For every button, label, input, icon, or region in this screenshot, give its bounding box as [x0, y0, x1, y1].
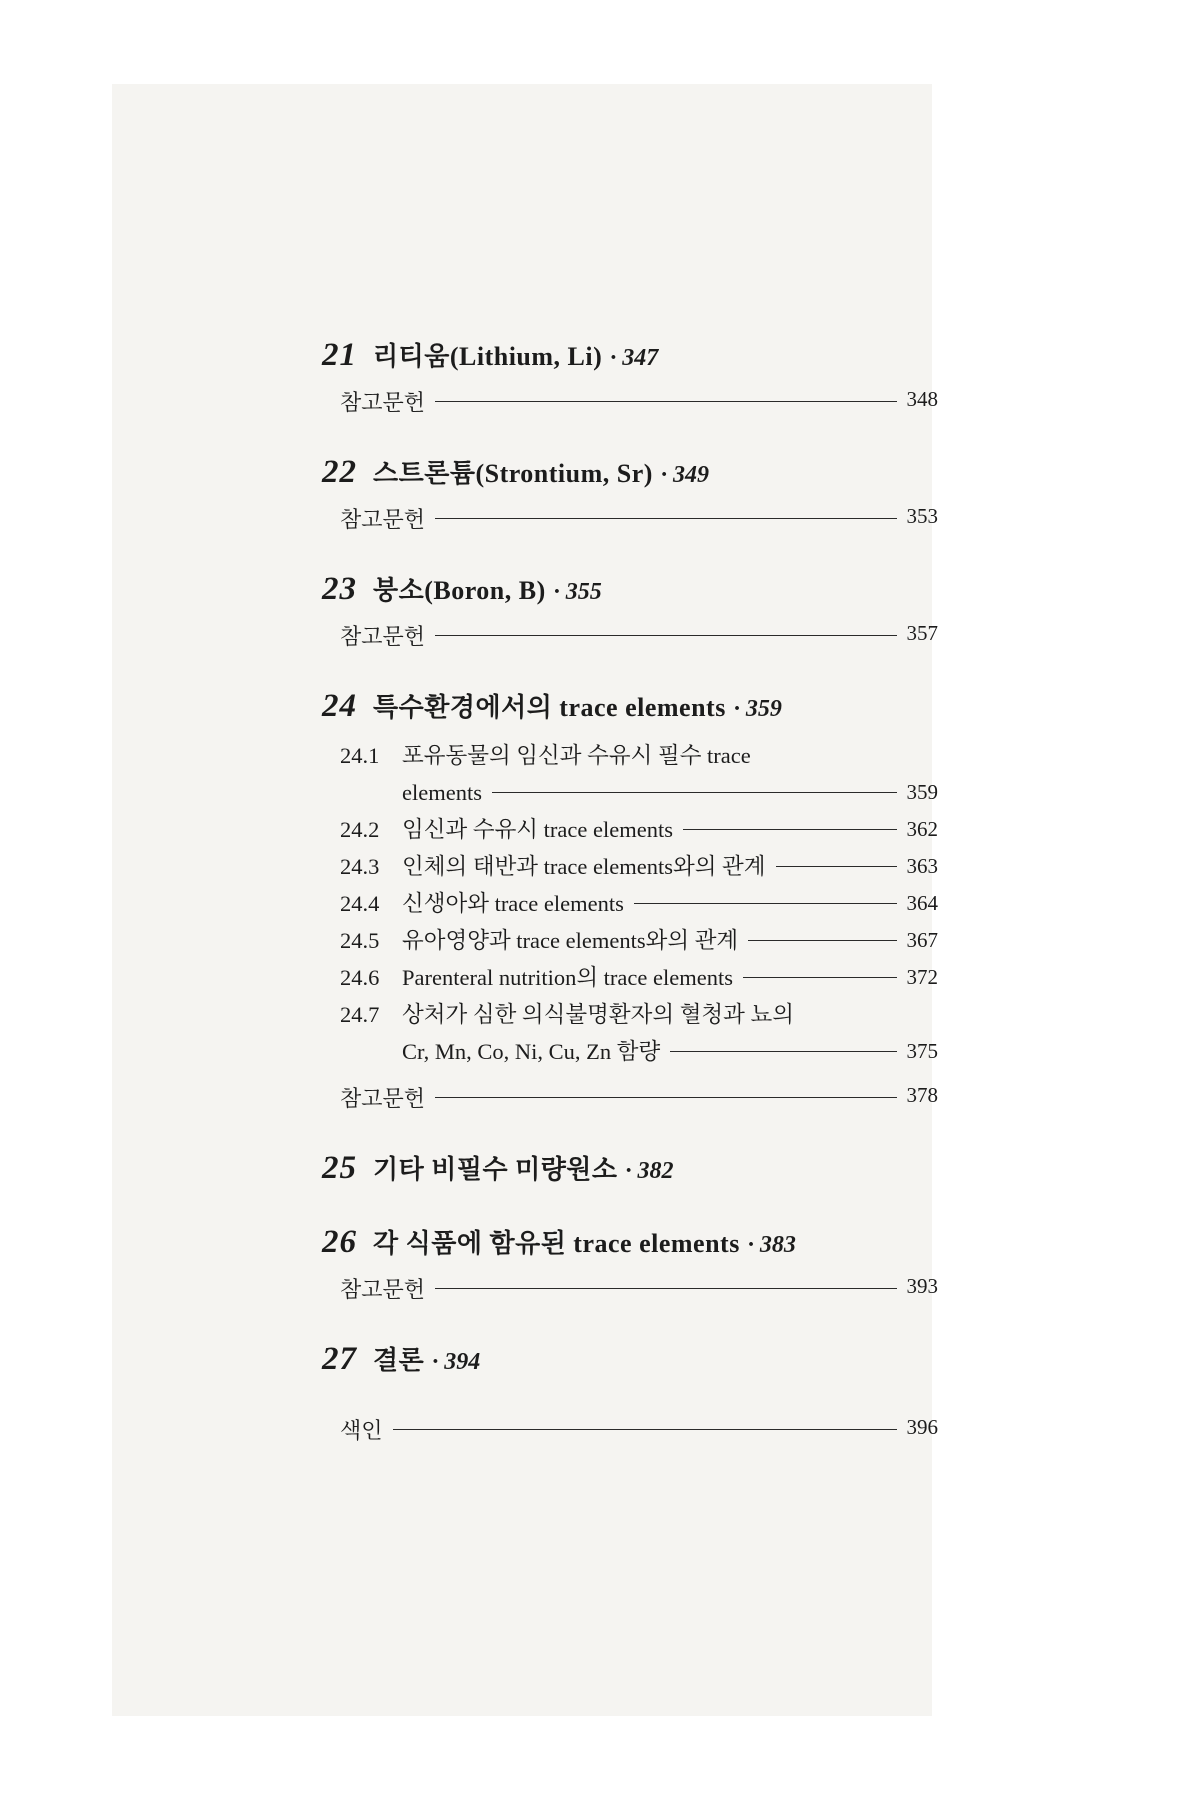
chapter-title: 각 식품에 함유된 trace elements: [373, 1229, 740, 1258]
section-page-number: 364: [906, 891, 938, 915]
section-title: 인체의 태반과 trace elements와의 관계: [402, 854, 766, 879]
leader-line: [435, 1097, 896, 1098]
chapter-heading: [322, 687, 938, 725]
index-page-number: 396: [906, 1415, 938, 1439]
references-page-number: 357: [906, 621, 938, 645]
section-list: [340, 737, 938, 1070]
index-row: [340, 1414, 938, 1445]
references-label: 참고문헌: [340, 507, 426, 532]
references-row: [340, 1082, 938, 1113]
chapter-entry-23: [322, 570, 938, 651]
section-page-number: 372: [906, 965, 938, 989]
leader-line: [435, 518, 896, 519]
section-title-line1: 포유동물의 임신과 수유시 필수 trace: [402, 743, 751, 768]
section-row-continuation: [340, 774, 938, 811]
section-number: 24.7: [340, 1002, 380, 1027]
section-title-line2: elements: [402, 780, 482, 805]
section-row: [340, 959, 938, 996]
leader-line: [435, 401, 896, 402]
chapter-page-number: · 355: [553, 579, 602, 605]
section-page-number: 362: [906, 817, 938, 841]
references-row: [340, 503, 938, 534]
chapter-number: 26: [322, 1224, 357, 1260]
section-title: 유아영양과 trace elements와의 관계: [402, 928, 739, 953]
chapter-entry-22: [322, 453, 938, 534]
leader-line: [670, 1051, 896, 1052]
chapter-page-number: · 349: [660, 462, 709, 488]
section-title: Parenteral nutrition의 trace elements: [402, 965, 733, 990]
chapter-entry-27: [322, 1340, 938, 1378]
leader-line: [748, 940, 896, 941]
section-title-line2: Cr, Mn, Co, Ni, Cu, Zn 함량: [402, 1039, 661, 1064]
references-label: 참고문헌: [340, 624, 426, 649]
chapter-number: 27: [322, 1341, 357, 1377]
references-row: [340, 620, 938, 651]
section-page-number: 363: [906, 854, 938, 878]
leader-line: [634, 903, 897, 904]
chapter-number: 22: [322, 454, 357, 490]
section-number: 24.3: [340, 854, 380, 879]
chapter-number: 24: [322, 688, 357, 724]
leader-line: [683, 829, 897, 830]
section-row: [340, 922, 938, 959]
chapter-page-number: · 359: [733, 696, 782, 722]
chapter-title: 붕소(Boron, B): [373, 576, 546, 605]
chapter-heading: [322, 570, 938, 608]
leader-line: [776, 866, 897, 867]
chapter-number: 21: [322, 337, 357, 373]
chapter-title: 기타 비필수 미량원소: [373, 1155, 618, 1184]
scanned-book-page: [112, 84, 938, 1716]
section-number: 24.4: [340, 891, 380, 916]
section-row-continuation: [340, 1033, 938, 1070]
chapter-entry-21: [322, 336, 938, 417]
section-page-number: 367: [906, 928, 938, 952]
chapter-heading: [322, 1149, 938, 1187]
references-label: 참고문헌: [340, 1086, 426, 1111]
chapter-number: 25: [322, 1150, 357, 1186]
leader-line: [435, 635, 896, 636]
section-row: [340, 885, 938, 922]
references-row: [340, 386, 938, 417]
chapter-heading: [322, 453, 938, 491]
chapter-heading: [322, 336, 938, 374]
chapter-title: 특수환경에서의 trace elements: [373, 693, 726, 722]
chapter-title: 스트론튬(Strontium, Sr): [373, 459, 653, 488]
section-row: [340, 848, 938, 885]
chapter-page-number: · 394: [432, 1349, 481, 1375]
references-page-number: 378: [906, 1083, 938, 1107]
leader-line: [492, 792, 897, 793]
section-row: [340, 996, 938, 1033]
references-label: 참고문헌: [340, 390, 426, 415]
index-label: 색인: [340, 1418, 383, 1443]
chapter-heading: [322, 1340, 938, 1378]
section-number: 24.1: [340, 743, 380, 768]
leader-line: [393, 1429, 897, 1430]
section-page-number: 375: [906, 1039, 938, 1063]
section-number: 24.5: [340, 928, 380, 953]
leader-line: [435, 1288, 896, 1289]
section-title-line1: 상처가 심한 의식불명환자의 혈청과 뇨의: [402, 1002, 794, 1027]
chapter-title: 리티움(Lithium, Li): [373, 342, 603, 371]
leader-line: [743, 977, 897, 978]
section-page-number: 359: [906, 780, 938, 804]
chapter-entry-25: [322, 1149, 938, 1187]
references-page-number: 348: [906, 387, 938, 411]
section-title: 임신과 수유시 trace elements: [402, 817, 673, 842]
section-row: [340, 737, 938, 774]
references-page-number: 353: [906, 504, 938, 528]
chapter-heading: [322, 1223, 938, 1261]
chapter-page-number: · 347: [610, 345, 659, 371]
chapter-entry-24: [322, 687, 938, 1113]
section-number: 24.6: [340, 965, 380, 990]
table-of-contents: [322, 336, 938, 1445]
section-number: 24.2: [340, 817, 380, 842]
references-row: [340, 1273, 938, 1304]
references-label: 참고문헌: [340, 1277, 426, 1302]
chapter-number: 23: [322, 571, 357, 607]
section-title: 신생아와 trace elements: [402, 891, 624, 916]
chapter-entry-26: [322, 1223, 938, 1304]
chapter-page-number: · 382: [625, 1158, 674, 1184]
references-page-number: 393: [906, 1274, 938, 1298]
section-row: [340, 811, 938, 848]
chapter-title: 결론: [373, 1346, 425, 1375]
chapter-page-number: · 383: [747, 1232, 796, 1258]
